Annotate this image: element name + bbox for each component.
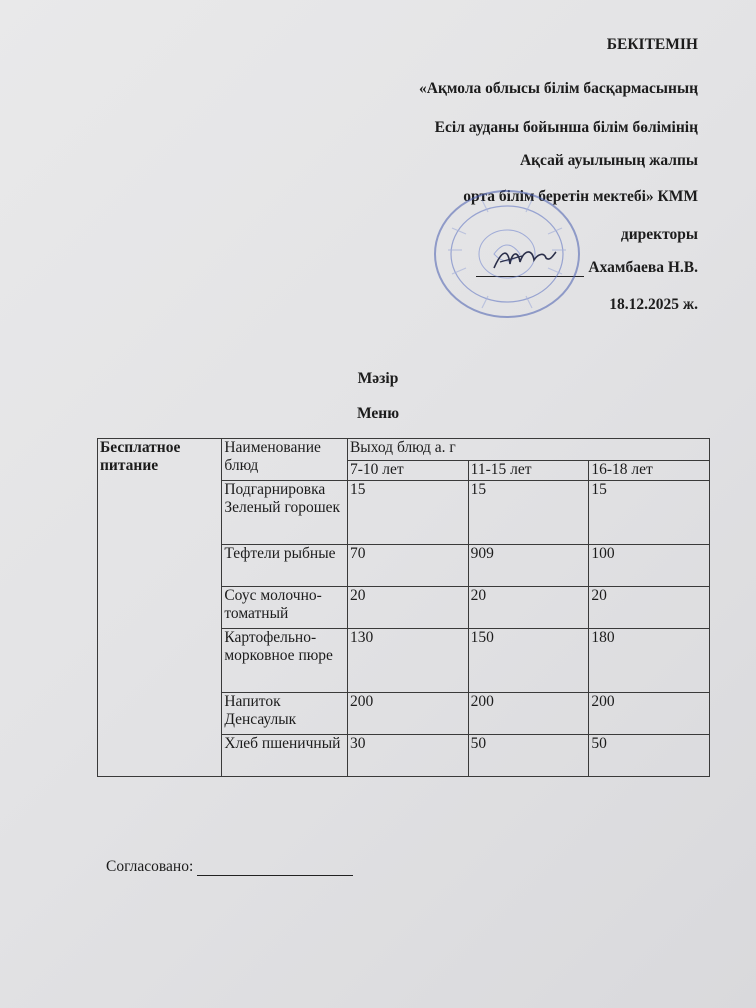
dish-name-cell: Подгарнировка Зеленый горошек: [222, 481, 348, 545]
value-cell: 20: [589, 587, 710, 629]
value-cell: 180: [589, 629, 710, 693]
title-kazakh: Мәзір: [357, 370, 399, 387]
value-cell: 70: [347, 545, 468, 587]
value-cell: 15: [589, 481, 710, 545]
dish-name-cell: Соус молочно-томатный: [222, 587, 348, 629]
agreement-line: [106, 858, 353, 876]
value-cell: 200: [468, 693, 589, 735]
value-cell: 150: [468, 629, 589, 693]
value-cell: 909: [468, 545, 589, 587]
value-cell: 200: [589, 693, 710, 735]
age-group-header: 11-15 лет: [468, 461, 589, 481]
approval-line-2: Есіл ауданы бойынша білім бөлімінің: [434, 119, 698, 136]
output-header-cell: Выход блюд а. г: [347, 439, 709, 461]
dish-name-cell: Картофельно-морковное пюре: [222, 629, 348, 693]
value-cell: 100: [589, 545, 710, 587]
value-cell: 15: [468, 481, 589, 545]
menu-table: [97, 438, 710, 777]
approval-line-3: Ақсай ауылының жалпы: [519, 152, 698, 169]
value-cell: 200: [347, 693, 468, 735]
dish-name-cell: Хлеб пшеничный: [222, 735, 348, 777]
dish-name-cell: Напиток Денсаулык: [222, 693, 348, 735]
director-name: Ахамбаева Н.В.: [588, 259, 698, 276]
dish-header-cell: Наименование блюд: [222, 439, 348, 481]
age-group-header: 7-10 лет: [347, 461, 468, 481]
value-cell: 30: [347, 735, 468, 777]
section-label-cell: Бесплатное питание: [98, 439, 222, 777]
approval-line-1: «Ақмола облысы білім басқармасының: [419, 80, 698, 97]
agreement-signature-blank: [197, 861, 353, 876]
value-cell: 15: [347, 481, 468, 545]
age-group-header: 16-18 лет: [589, 461, 710, 481]
table-header-row-1: [98, 439, 710, 461]
approval-line-5: директоры: [620, 226, 698, 243]
agreed-label: Согласовано:: [106, 858, 194, 875]
value-cell: 130: [347, 629, 468, 693]
value-cell: 20: [347, 587, 468, 629]
approval-heading: БЕКІТЕМІН: [606, 36, 698, 53]
approval-date: 18.12.2025 ж.: [609, 296, 698, 313]
value-cell: 50: [589, 735, 710, 777]
approval-line-4: орта білім беретін мектебі» КММ: [463, 188, 698, 205]
value-cell: 50: [468, 735, 589, 777]
signature-icon: [492, 244, 558, 274]
title-russian: Меню: [356, 405, 400, 422]
value-cell: 20: [468, 587, 589, 629]
dish-name-cell: Тефтели рыбные: [222, 545, 348, 587]
